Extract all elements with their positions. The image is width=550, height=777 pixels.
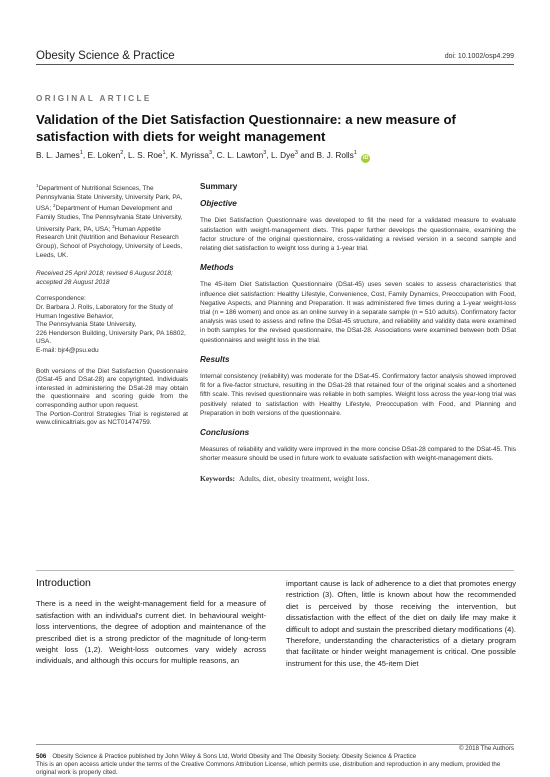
author-list: B. L. James$^1$, E. Loken$^2$, L. S. Roe$^1$, K. Myrissa$^3$, C. L. Lawton$^3$, L. Dye$^3$ and B. J. Rolls$^1$ iD <box>36 150 369 161</box>
methods-heading: Methods <box>200 263 234 273</box>
author-name[interactable]: B. J. Rolls <box>316 150 354 160</box>
methods-text: The 45-item Diet Satisfaction Questionnaire (DSat-45) uses seven scales to assess characteristics that influence diet satisfaction: Healthy Lifestyle, Convenience, Cost, Family Dynamics, Preoccupation with Food, Negative Aspects, and Planning and Preparation. It was administered five times during a 1-year weight-loss trial (n = 186 women) and once as an online survey in a separate sample (n = 510 adults). Confirmatory factor analysis was used to assess and refine the DSat-45 structure, and reliability and validity data were examined in both samples for the revised questionnaire, the DSat-28. Associations were examined between both DSat questionnaires and weight loss in the trial. <box>200 281 516 344</box>
results-heading: Results <box>200 354 230 364</box>
author-affiliation-marker: 3 <box>208 150 213 157</box>
correspondence-block <box>36 295 188 355</box>
affiliation-1: Department of Nutritional Sciences, The Pennsylvania State University, University Park, PA, USA; <box>36 185 183 213</box>
correspondence-label: Correspondence: <box>36 295 86 303</box>
body-column-right <box>286 578 516 669</box>
introduction-text: important cause is lack of adherence to a diet that promotes energy restriction (3). Often, little is known about how the recommended diet is perceived by those receiving the intervention, but dissatisfaction with the effect of the diet on daily life may make it difficult to adopt and sustain the prescribed dietary modifications (4). Therefore, understanding the characteristics of a dietary program that facilitate or hinder weight management is critical. One possible instrument for this use, the 45-item Diet <box>286 579 516 668</box>
received-dates: Received 25 April 2018; revised 6 August 2018; accepted 28 August 2018 <box>36 270 173 286</box>
doi-label[interactable]: doi: 10.1002/osp4.299 <box>444 53 514 60</box>
author-affiliation-marker: 1 <box>79 150 83 157</box>
copyright-notice: © 2018 The Authors <box>458 745 514 752</box>
footer-divider <box>36 744 514 745</box>
affiliation-marker: 2 <box>52 203 56 209</box>
author-name[interactable]: C. L. Lawton <box>216 150 264 160</box>
publisher-text: Obesity Science & Practice published by John Wiley & Sons Ltd, World Obesity and The Obesity Society. Obesity Science & Practice <box>52 753 417 760</box>
conclusions-heading: Conclusions <box>200 428 250 438</box>
objective-text: The Diet Satisfaction Questionnaire was developed to fill the need for a validated measure to evaluate satisfaction with weight-management diets. This paper further develops the questionnaire, examining the factor structure of the original questionnaire, cross-validating a revised version in a second sample and relating diet satisfaction to weight loss during a 1-year trial. <box>200 217 516 253</box>
author-name[interactable]: E. Loken <box>87 150 121 160</box>
affiliation-2: Department of Human Development and Family Studies, The Pennsylvania State University, University Park, PA, USA; <box>36 205 183 233</box>
article-type-label: ORIGINAL ARTICLE <box>36 94 152 103</box>
availability-note: Both versions of the Diet Satisfaction Questionnaire (DSat-45 and DSat-28) are copyrighted. Individuals interested in administering the DSat-28 may obtain the questionnaire and scoring guide from the corresponding author upon request. <box>36 367 188 409</box>
conclusions-text: Measures of reliability and validity were improved in the more concise DSat-28 compared to the DSat-45. This shorter measure should be used in future work to evaluate satisfaction with weight-management diets. <box>200 446 516 463</box>
author-name[interactable]: L. Dye <box>270 150 295 160</box>
trial-registration-note: The Portion-Control Strategies Trial is registered at www.clinicaltrials.gov as NCT01474759. <box>36 410 188 427</box>
author-affiliation-marker: 1 <box>353 150 357 157</box>
keywords-label: Keywords: <box>200 473 235 483</box>
author-name[interactable]: B. L. James <box>36 150 80 160</box>
affiliation-marker: 3 <box>112 223 115 229</box>
author-affiliation-marker: 1 <box>162 150 166 157</box>
introduction-heading: Introduction <box>36 577 91 589</box>
keywords <box>200 474 516 483</box>
article-title: Validation of the Diet Satisfaction Questionnaire: a new measure of satisfaction with diets for weight management <box>36 112 456 144</box>
header-divider <box>36 64 514 65</box>
abstract <box>200 182 516 483</box>
correspondence-address: 226 Henderson Building, University Park, PA 16802, USA. <box>36 329 186 346</box>
page-number: 506 <box>36 753 47 760</box>
affiliation-3: Human Appetite Research Unit (Nutrition and Behaviour Research Group), School of Psychology, University of Leeds, Leeds, UK. <box>36 225 183 259</box>
results-text: Internal consistency (reliability) was moderate for the DSat-45. Confirmatory factor analysis showed improved fit for a five-factor structure, resulting in the DSat-28 that retained four of the original scales and a shortened fifth scale. This revised questionnaire was reliable in both samples. Weight loss across the year-long trial was positively related to satisfaction with Healthy Lifestyle, Preoccupation with Food, and Planning and Preparation in both versions of the questionnaire. <box>200 373 516 417</box>
correspondence-address: The Pennsylvania State University, <box>36 321 137 329</box>
body-column-left <box>36 578 266 667</box>
affiliations <box>36 182 188 260</box>
author-affiliation-marker: 3 <box>263 150 267 157</box>
correspondence-name: Dr. Barbara J. Rolls, Laboratory for the Study of Human Ingestive Behavior, <box>36 304 173 320</box>
journal-name: Obesity Science & Practice <box>36 50 175 62</box>
license-text[interactable]: This is an open access article under the terms of the Creative Commons Attribution License, which permits use, distribution and reproduction in any medium, provided the original work is properly cited. <box>36 761 501 777</box>
summary-heading: Summary <box>200 182 238 191</box>
section-divider <box>36 570 514 571</box>
author-name[interactable]: L. S. Roe <box>127 150 163 160</box>
author-affiliation-marker: 2 <box>120 150 124 157</box>
introduction-text: There is a need in the weight-management field for a measure of satisfaction with an individual's current diet. In behavioural weight-loss interventions, the degree of adoption and maintenance of the prescribed diet is a strong predictor of the magnitude of long-term weight loss (1,2). Weight-loss outcomes vary widely across individuals, and although this occurs for multiple reasons, an <box>36 599 266 666</box>
correspondence-email[interactable]: E-mail: bjr4@psu.edu <box>36 346 99 354</box>
affiliation-marker: 1 <box>36 183 39 188</box>
left-sidebar <box>36 182 188 436</box>
author-name[interactable]: K. Myrissa <box>170 150 209 160</box>
objective-heading: Objective <box>200 199 237 209</box>
keywords-list: Adults, diet, obesity treatment, weight loss. <box>239 473 370 483</box>
orcid-icon[interactable]: iD <box>362 155 369 161</box>
author-affiliation-marker: 3 <box>294 150 298 157</box>
